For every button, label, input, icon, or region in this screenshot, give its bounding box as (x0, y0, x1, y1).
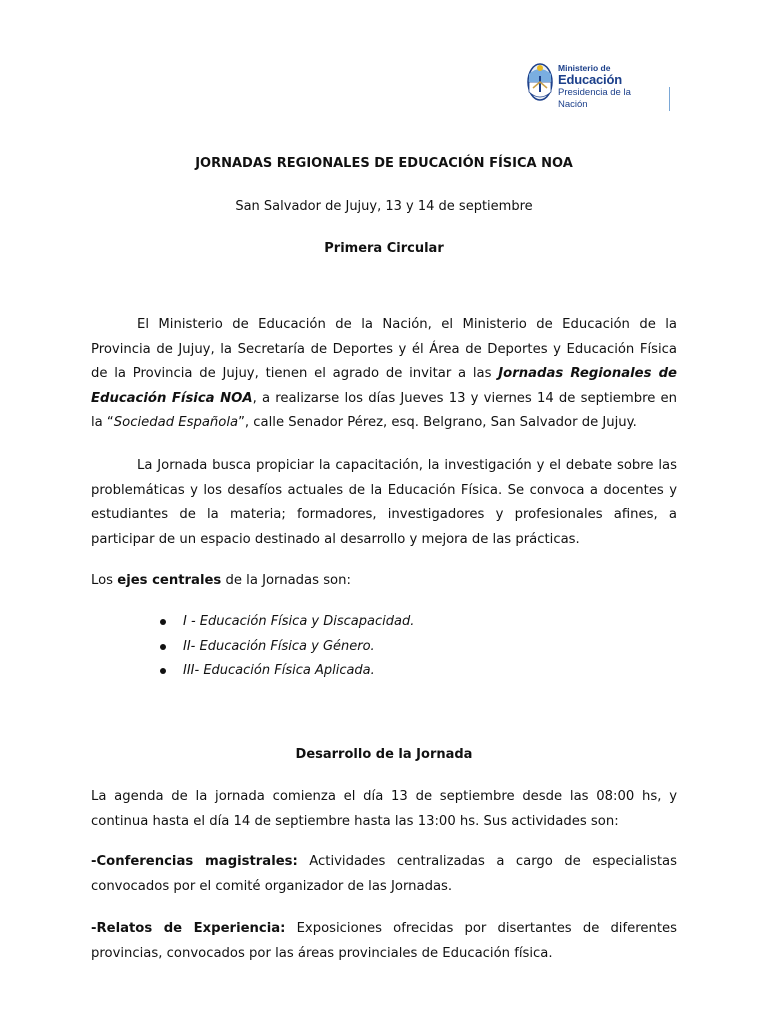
place-date: San Salvador de Jujuy, 13 y 14 de septiembre (235, 199, 533, 214)
intro-text-2: , a realizarse los días Jueves 13 y viernes 14 de septiembre en la “ (91, 390, 677, 430)
intro-paragraph (91, 313, 677, 436)
intro-text-3: ”, calle Senador Pérez, esq. Belgrano, San Salvador de Jujuy. (238, 415, 637, 430)
axes-bold: ejes centrales (117, 573, 222, 588)
document-title: JORNADAS REGIONALES DE EDUCACIÓN FÍSICA NOA (195, 156, 573, 171)
conferences-paragraph (91, 850, 677, 899)
experiences-label: -Relatos de Experiencia: (91, 921, 286, 936)
venue-name: Sociedad Española (113, 415, 239, 430)
agenda-paragraph: La agenda de la jornada comienza el día 13 de septiembre desde las 08:00 hs, y continua hasta el día 14 de septiembre hasta las 13:00 hs. Sus actividades son: (91, 789, 677, 829)
axes-intro: Los ejes centrales de la Jornadas son: (91, 573, 351, 588)
conferences-text: Actividades centralizadas a cargo de especialistas convocados por el comité organizador de las Jornadas. (91, 854, 677, 894)
ministry-logo (525, 60, 670, 110)
logo-line-1: Ministerio de (558, 63, 611, 73)
development-heading: Desarrollo de la Jornada (295, 747, 473, 762)
circular-heading: Primera Circular (324, 241, 444, 256)
axes-list (160, 610, 414, 684)
purpose-text: La Jornada busca propiciar la capacitación, la investigación y el debate sobre las problemáticas y los desafíos actuales de la Educación Física. Se convoca a docentes y estudiantes de la materia; formadores, investigadores y profesionales afines, a participar de un espacio destinado al desarrollo y mejora de las prácticas. (91, 458, 677, 547)
list-item: II- Educación Física y Género. (160, 635, 414, 660)
list-item: I - Educación Física y Discapacidad. (160, 610, 414, 635)
experiences-text: Exposiciones ofrecidas por disertantes de diferentes provincias, convocados por las áreas provinciales de Educación física. (91, 921, 677, 961)
event-name: Jornadas Regionales de Educación Física NOA (91, 366, 677, 406)
conferences-label: -Conferencias magistrales: (91, 854, 298, 869)
national-seal-icon (527, 62, 553, 102)
purpose-paragraph (91, 454, 677, 552)
logo-line-2: Educación (558, 72, 622, 87)
experiences-paragraph (91, 917, 677, 966)
intro-text-1: El Ministerio de Educación de la Nación, el Ministerio de Educación de la Provincia de Jujuy, la Secretaría de Deportes y él Área de Deportes y Educación Física de la Provincia de Jujuy, tienen el agrado de invitar a las (91, 317, 677, 381)
list-item: III- Educación Física Aplicada. (160, 659, 414, 684)
logo-line-3: Presidencia de la Nación (558, 87, 670, 111)
